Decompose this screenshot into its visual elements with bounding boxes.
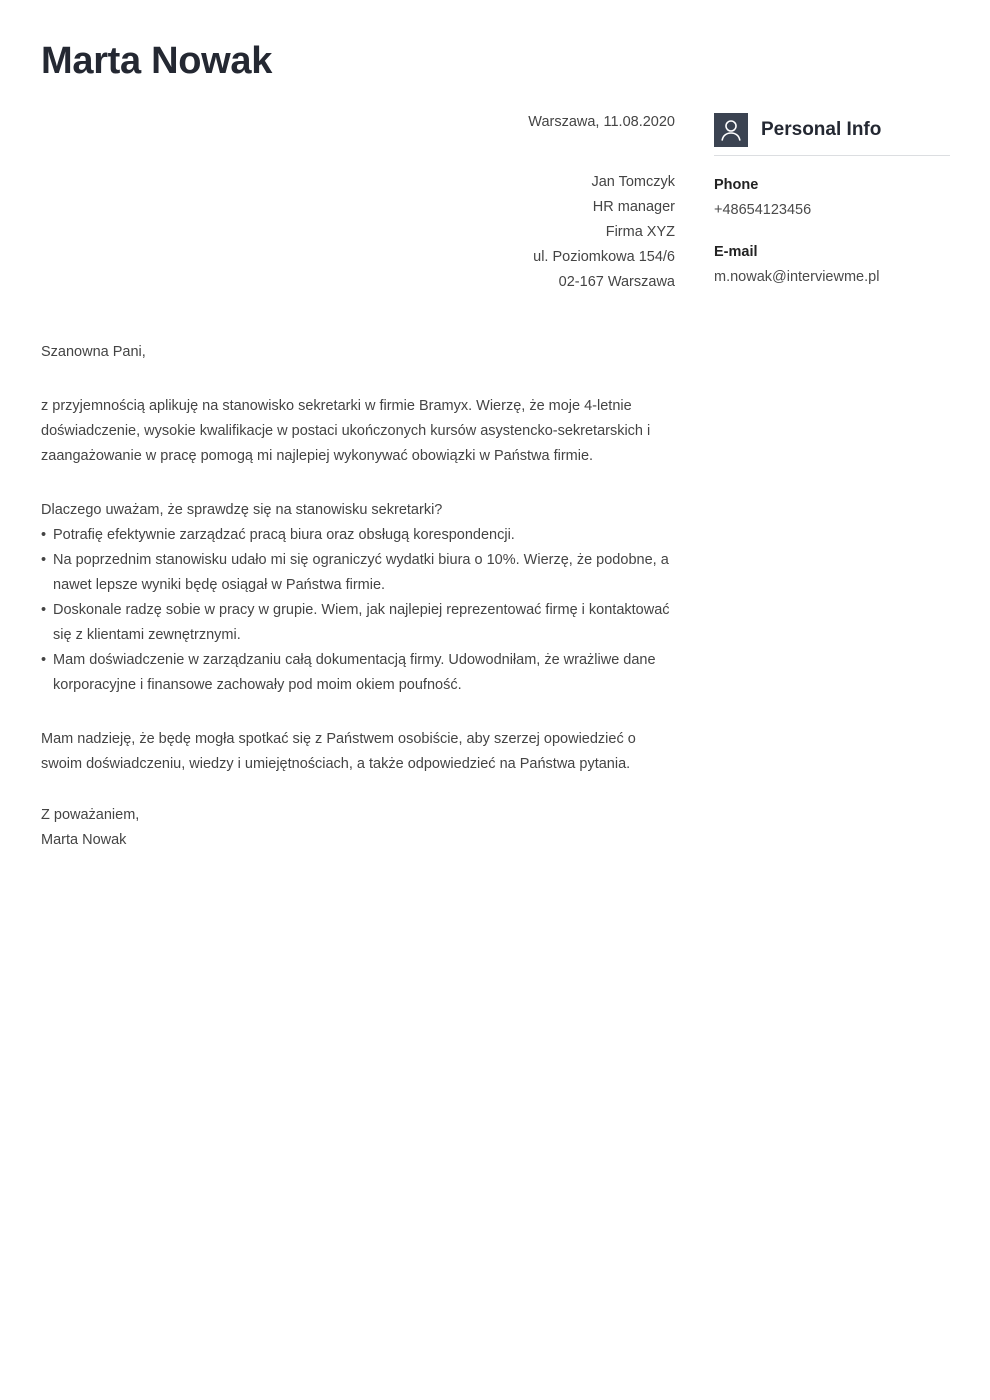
personal-info-header [714, 113, 950, 156]
salutation: Szanowna Pani, [41, 344, 146, 360]
signoff-text: Z poważaniem, [41, 807, 140, 823]
letter-body [41, 110, 675, 853]
qualification-list [41, 523, 675, 698]
personal-info-title: Personal Info [761, 119, 882, 140]
opening-paragraph: z przyjemnością aplikuję na stanowisko sekretarki w firmie Bramyx. Wierzę, że moje 4-letnie doświadczenie, wysokie kwalifikacje w postaci ukończonych kursów asystencko-sekretarskich i zaangażowanie w pracę pomogą mi najlepiej wykonywać obowiązki w Państwa firmie. [41, 398, 651, 464]
personal-info-panel [714, 113, 950, 288]
signature-block [41, 803, 675, 853]
info-value: m.nowak@interviewme.pl [714, 269, 880, 285]
signature-name: Marta Nowak [41, 832, 127, 848]
recipient-line: 02-167 Warszawa [558, 274, 675, 290]
info-field-email [714, 241, 950, 288]
recipient-line: ul. Poziomkowa 154/6 [533, 249, 675, 265]
person-icon [714, 113, 748, 147]
page-title: Marta Nowak [41, 40, 273, 82]
list-item: • Doskonale radzę sobie w pracy w grupie. Wiem, jak najlepiej reprezentować firmę i kontaktować się z klientami zewnętrznymi. [41, 598, 675, 648]
info-field-phone [714, 174, 950, 221]
date-line: Warszawa, 11.08.2020 [528, 114, 675, 130]
info-label: E-mail [714, 244, 758, 260]
closing-paragraph: Mam nadzieję, że będę mogła spotkać się z Państwem osobiście, aby szerzej opowiedzieć o swoim doświadczeniu, wiedzy i umiejętnościach, a także odpowiedzieć na Państwa pytania. [41, 731, 636, 772]
recipient-line: Firma XYZ [605, 224, 675, 240]
list-item: • Na poprzednim stanowisku udało mi się ograniczyć wydatki biura o 10%. Wierzę, że podobne, a nawet lepsze wyniki będę osiągał w Państwa firmie. [41, 548, 675, 598]
info-value: +48654123456 [714, 202, 812, 218]
recipient-line: HR manager [592, 199, 675, 215]
recipient-address [41, 170, 675, 295]
info-label: Phone [714, 177, 759, 193]
list-item: • Mam doświadczenie w zarządzaniu całą dokumentacją firmy. Udowodniłam, że wrażliwe dane korporacyjne i finansowe zachowały pod moim okiem poufność. [41, 648, 675, 698]
list-item: • Potrafię efektywnie zarządzać pracą biura oraz obsługą korespondencji. [41, 523, 675, 548]
recipient-line: Jan Tomczyk [591, 174, 675, 190]
list-intro: Dlaczego uważam, że sprawdzę się na stanowisku sekretarki? [41, 502, 443, 518]
